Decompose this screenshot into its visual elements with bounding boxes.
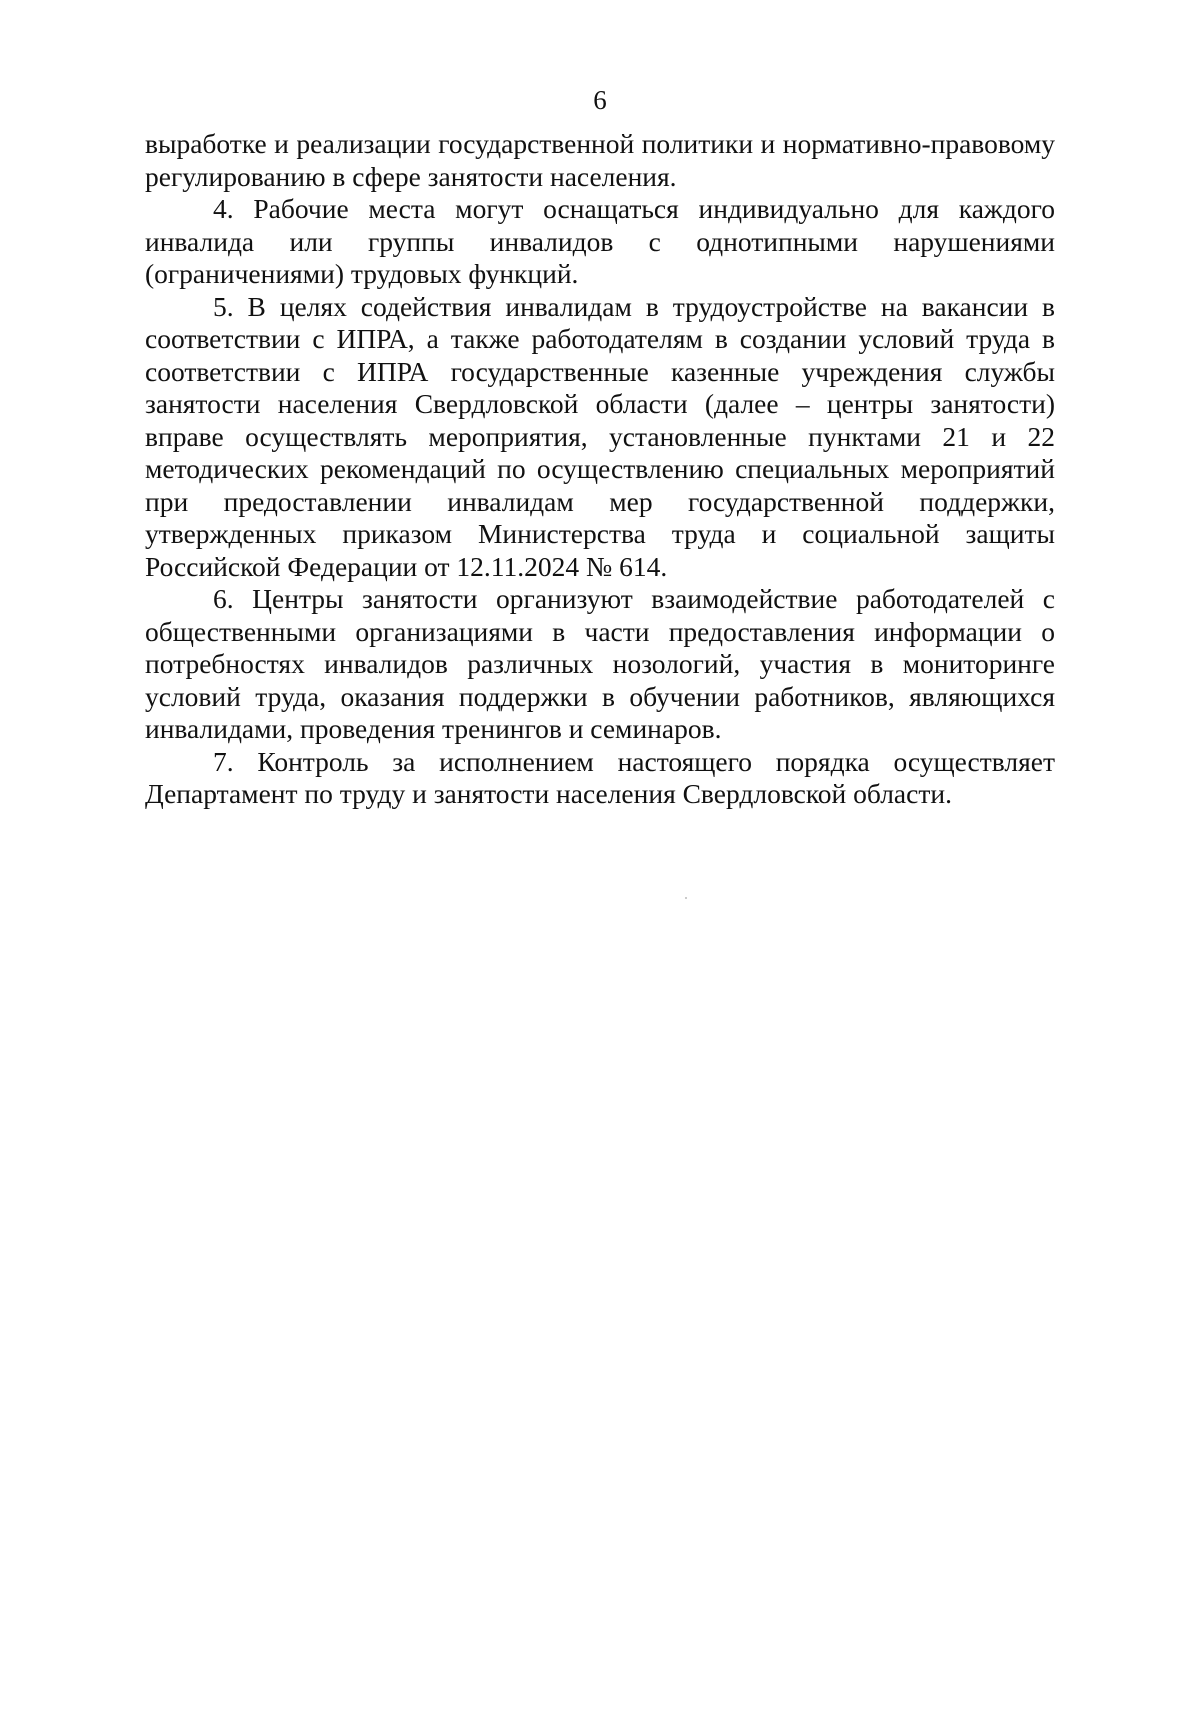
paragraph-item-4: 4. Рабочие места могут оснащаться индивидуально для каждого инвалида или группы инвалидов с однотипными нарушениями (ограничениями) трудовых функций. [145,193,1055,289]
paragraph-item-6: 6. Центры занятости организуют взаимодействие работодателей с общественными организациями в части предоставления информации о потребностях инвалидов различных нозологий, участия в мониторинге условий труда, оказания поддержки в обучении работников, являющихся инвалидами, проведения тренингов и семинаров. [145,583,1055,744]
paragraph-continuation: выработке и реализации государственной политики и нормативно-правовому регулированию в сфере занятости населения. [145,128,1055,192]
paragraph-item-7: 7. Контроль за исполнением настоящего порядка осуществляет Департамент по труду и занятости населения Свердловской области. [145,745,1055,809]
page-number: 6 [593,85,607,115]
paragraph-item-5: 5. В целях содействия инвалидам в трудоустройстве на вакансии в соответствии с ИПРА, а также работодателям в создании условий труда в соответствии с ИПРА государственные казенные учреждения службы занятости населения Свердловской области (далее – центры занятости) вправе осуществлять мероприятия, установленные пунктами 21 и 22 методических рекомендаций по осуществлению специальных мероприятий при предоставлении инвалидам мер государственной поддержки, утвержденных приказом Министерства труда и социальной защиты Российской Федерации от 12.11.2024 № 614. [145,290,1055,582]
scan-speck [685,897,687,899]
document-body [145,128,1055,811]
